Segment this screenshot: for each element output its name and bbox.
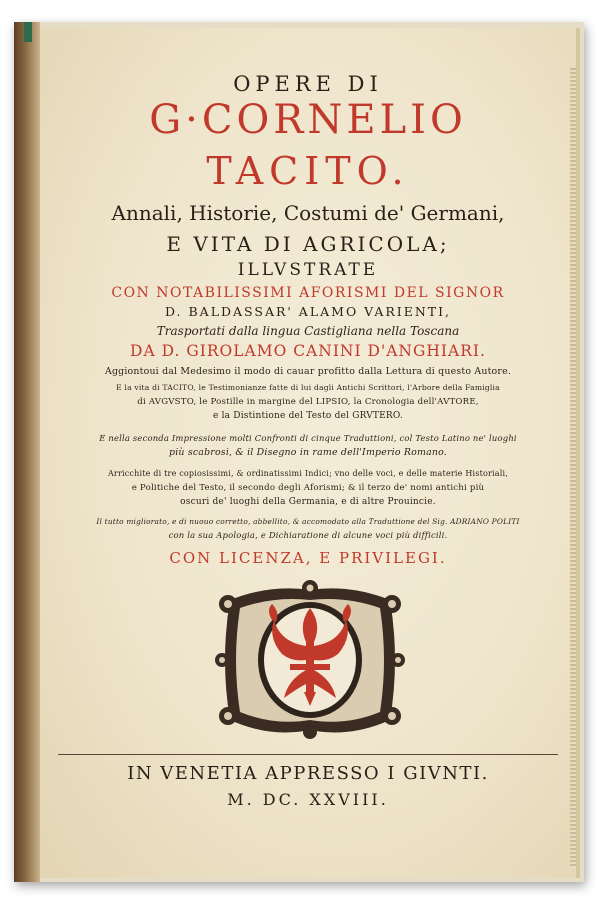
trasportati-line: Trasportati dalla lingua Castigliana nella Toscana	[156, 324, 460, 338]
book-cover-edge	[14, 22, 40, 882]
printer-device-emblem	[210, 580, 410, 740]
augusto-line: di AVGVSTO, le Postille in margine del LIPSIO, la Cronologia dell'AVTORE,	[137, 397, 479, 407]
heading-opere-di: OPERE DI	[233, 72, 383, 96]
imprint-rule	[58, 754, 558, 755]
aforismi-line: CON NOTABILISSIMI AFORISMI DEL SIGNOR	[111, 285, 505, 301]
germania-line: oscuri de' luoghi della Germania, e di altre Prouincie.	[180, 497, 436, 507]
migliorato-line: Il tutto migliorato, e di nuouo corretto, abbellito, & accomodato alla Traduttione del Sig. ADRIANO POLITI	[96, 517, 520, 526]
vita-di-tacito-line: E la vita di TACITO, le Testimonianze fatte di lui dagli Antichi Scrittori, l'Arbore della Famiglia	[116, 383, 500, 392]
apologia-line: con la sua Apologia, e Dichiaratione di alcune voci più difficili.	[168, 530, 448, 540]
author-name: G·CORNELIO	[149, 97, 467, 143]
publication-year: M. DC. XXVIII.	[227, 790, 389, 809]
baldassar-alamo: D. BALDASSAR' ALAMO VARIENTI,	[164, 304, 452, 319]
bookmark-ribbon	[24, 22, 32, 42]
indici-line: Arricchite di tre copiosissimi, & ordinatissimi Indici; vno delle voci, e delle materie Historiali,	[107, 469, 509, 478]
imprint-line: IN VENETIA APPRESSO I GIVNTI.	[127, 763, 489, 784]
title-page	[40, 28, 580, 878]
illustrate: ILLVSTRATE	[237, 260, 379, 280]
disegno-line: più scabrosi, & il Disegno in rame dell'Imperio Romano.	[169, 447, 447, 458]
works-list: Annali, Historie, Costumi de' Germani,	[111, 201, 505, 225]
translator-line: DA D. GIROLAMO CANINI D'ANGHIARI.	[130, 342, 486, 360]
florentine-lily-icon	[210, 580, 410, 740]
aggiontoui-line: Aggiontoui dal Medesimo il modo di cauar profitto dalla Lettura di questo Autore.	[104, 366, 512, 377]
seconda-impressione-line: E nella seconda Impressione molti Confronti di cinque Traduttioni, col Testo Latino ne' luoghi	[99, 433, 517, 443]
vita-di-agricola: E VITA DI AGRICOLA;	[166, 232, 450, 256]
book	[14, 22, 584, 882]
aforismi-index-line: e Politiche del Testo, il secondo degli Aforismi; & il terzo de' nomi antichi più	[131, 483, 485, 493]
grutero-line: e la Distintione del Testo del GRVTERO.	[213, 411, 403, 421]
author-surname: TACITO.	[206, 149, 410, 193]
page-fore-edge	[570, 68, 576, 868]
licenza-line: CON LICENZA, E PRIVILEGI.	[169, 549, 447, 567]
